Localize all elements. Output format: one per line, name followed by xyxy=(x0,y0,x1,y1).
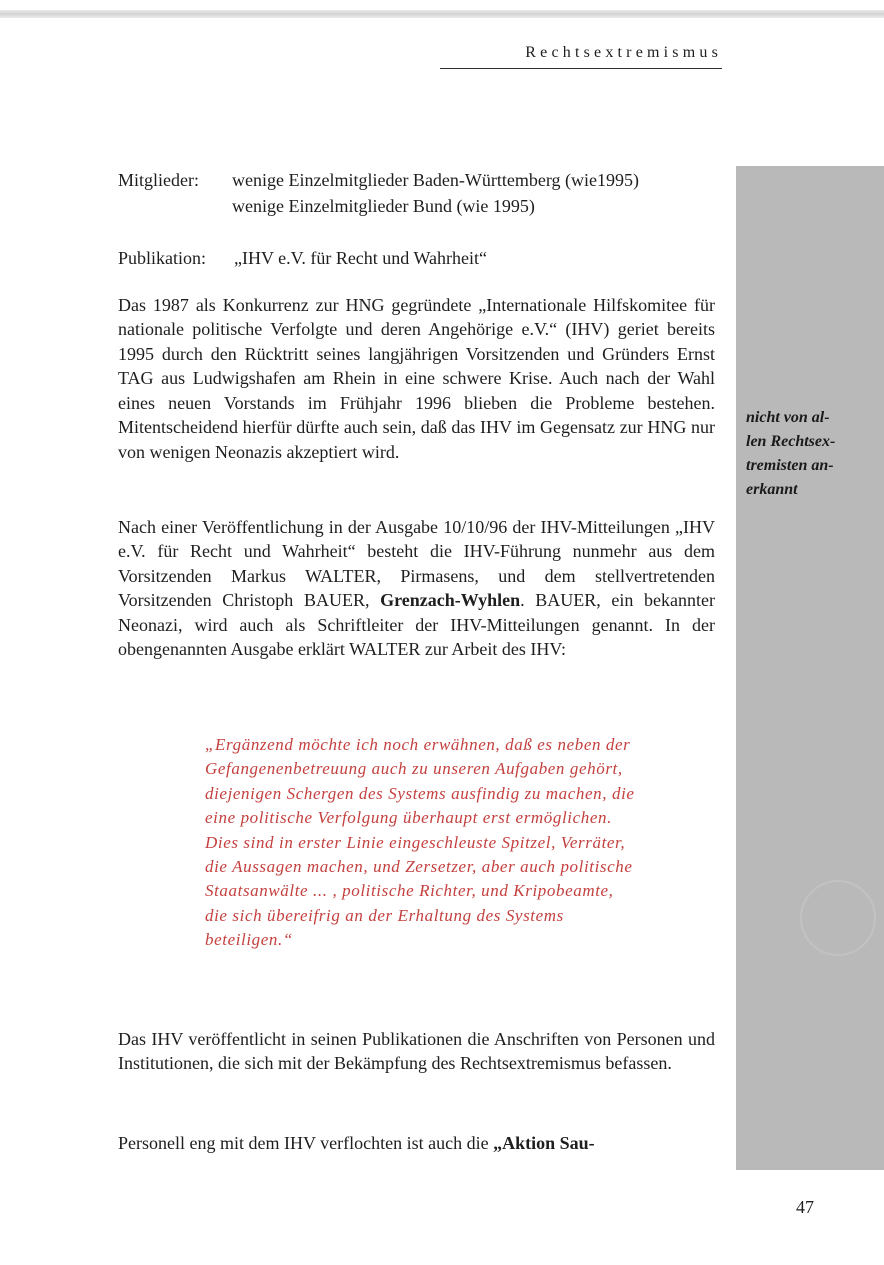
place-name-bold: Grenzach-Wyhlen xyxy=(380,590,521,611)
publication-entry xyxy=(118,246,718,272)
publication-value: „IHV e.V. für Recht und Wahrheit“ xyxy=(234,248,487,268)
action-name-bold: „Aktion Sau- xyxy=(493,1133,595,1153)
body-paragraph-3: Das IHV veröffentlicht in seinen Publikationen die Anschriften von Personen und Institutionen, die sich mit der Bekämpfung des Rechtsextremismus befassen. xyxy=(118,1029,715,1074)
body-paragraph-1: Das 1987 als Konkurrenz zur HNG gegründete „Internationale Hilfskomitee für nationale politische Verfolgte und deren Angehörige e.V.“ (IHV) geriet bereits 1995 durch den Rücktritt seines langjährigen Vorsitzenden und Gründers Ernst TAG aus Ludwigshafen am Rhein in eine schwere Krise. Auch nach der Wahl eines neuen Vorstands im Frühjahr 1996 blieben die Probleme bestehen. Mitentscheidend hierfür dürfte auch sein, daß das IHV im Gegensatz zur HNG nur von wenigen Neonazis akzeptiert wird. xyxy=(118,295,715,462)
page-number: 47 xyxy=(796,1197,814,1217)
paragraph-2-text-b: . BAUER, ein bekannter Neonazi, wird auch als Schriftleiter der IHV-Mitteilungen genannt. In der obengenannten Ausgabe erklärt WALTER zur Arbeit des IHV: xyxy=(118,590,715,660)
paragraph-4-text: Personell eng mit dem IHV verflochten ist auch die xyxy=(118,1133,494,1153)
paragraph-2-text-a: Nach einer Veröffentlichung in der Ausgabe 10/10/96 der IHV-Mitteilungen „IHV e.V. für Recht und Wahrheit“ besteht die IHV-Führung nunmehr aus dem Vorsitzenden Markus WALTER, Pirmasens, und dem stellvertretenden Vorsitzenden Christoph BAUER, xyxy=(118,517,715,611)
scan-edge xyxy=(0,10,884,18)
margin-note: nicht von al- len Rechtsex- tremisten an- erkannt xyxy=(746,409,836,498)
body-paragraph-2 xyxy=(118,515,715,662)
margin-sidebar xyxy=(736,166,884,1170)
header-rule xyxy=(440,68,722,69)
members-value-line2: wenige Einzelmitglieder Bund (wie 1995) xyxy=(232,196,535,216)
running-header: Rechtsextremismus xyxy=(525,44,722,61)
faint-seal-icon xyxy=(800,880,876,956)
members-label: Mitglieder: xyxy=(118,170,199,190)
publication-label: Publikation: xyxy=(118,248,207,268)
body-paragraph-4 xyxy=(118,1131,715,1155)
members-value-line1: wenige Einzelmitglieder Baden-Württemberg (wie1995) xyxy=(232,170,640,190)
members-entry xyxy=(118,168,718,220)
block-quote: „Ergänzend möchte ich noch erwähnen, daß es neben der Gefangenenbetreuung auch zu unseren Aufgaben gehört, diejenigen Schergen des Systems ausfindig zu machen, die eine politische Verfolgung überhaupt erst ermöglichen. Dies sind in erster Linie eingeschleuste Spitzel, Verräter, die Aussagen machen, und Zersetzer, aber auch politische Staatsanwälte ... , politische Richter, und Kripobeamte, die sich übereifrig an der Erhaltung des Systems beteiligen.“ xyxy=(205,735,635,950)
